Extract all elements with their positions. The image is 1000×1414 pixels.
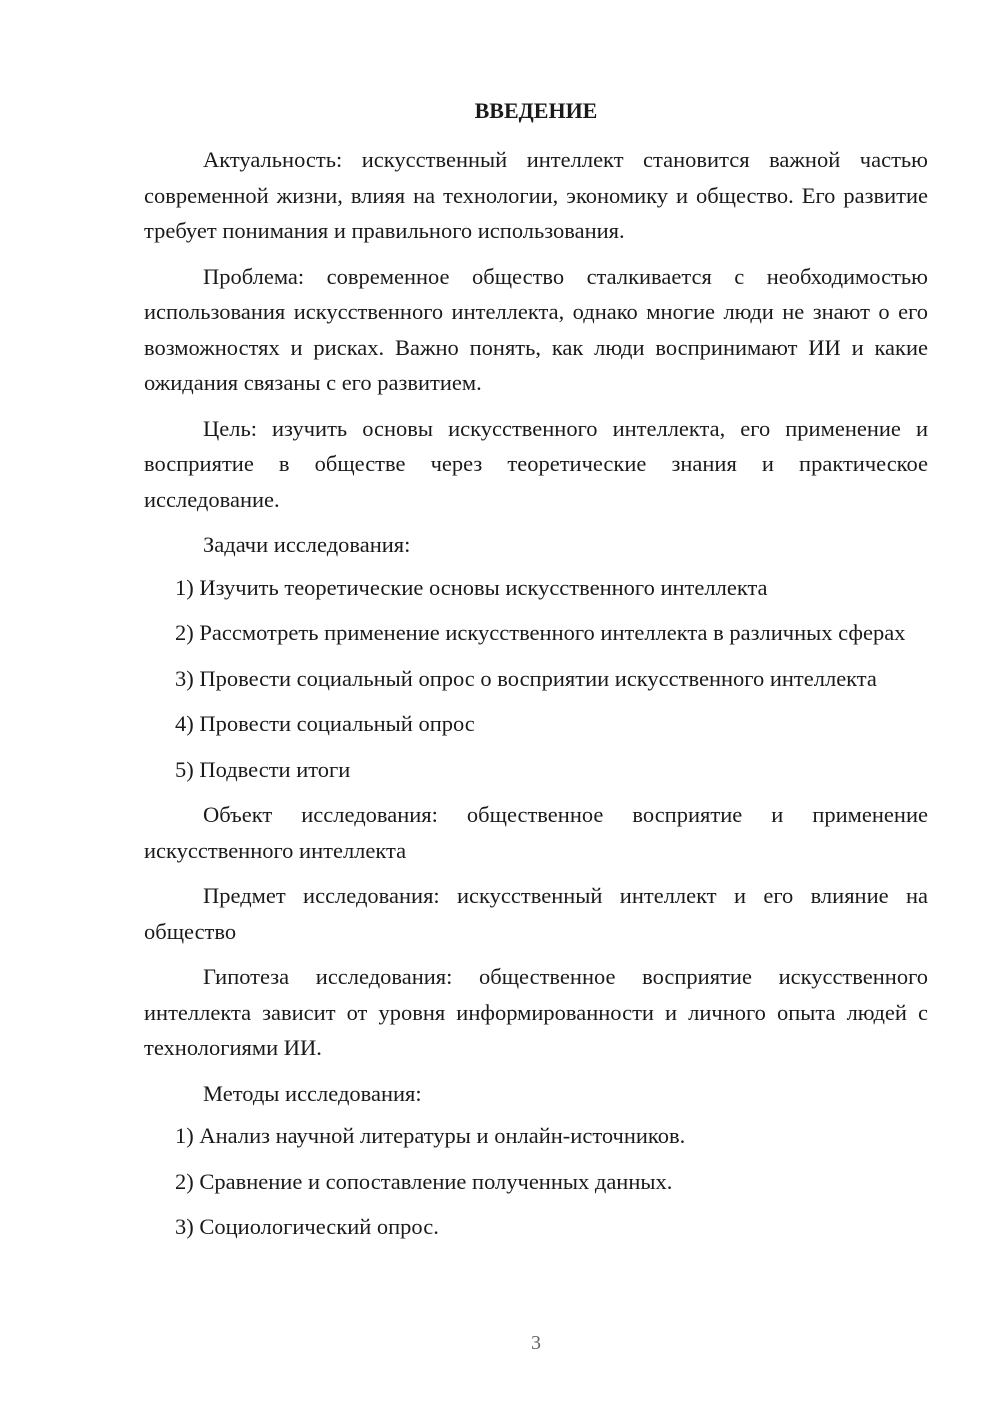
task-item: 2) Рассмотреть применение искусственного интеллекта в различных сферах bbox=[175, 620, 906, 645]
hypothesis-paragraph: Гипотеза исследования: общественное восприятие искусственного интеллекта зависит от уровня информированности и личного опыта людей с технологиями ИИ. bbox=[144, 964, 928, 1060]
problem-paragraph: Проблема: современное общество сталкивается с необходимостью использования искусственного интеллекта, однако многие люди не знают о его возможностях и рисках. Важно понять, как люди воспринимают ИИ и какие ожидания связаны с его развитием. bbox=[144, 263, 928, 395]
tasks-heading: Задачи исследования: bbox=[203, 532, 411, 557]
methods-heading: Методы исследования: bbox=[203, 1080, 422, 1106]
object-paragraph: Объект исследования: общественное восприятие и применение искусственного интеллекта bbox=[144, 802, 928, 863]
method-item: 2) Сравнение и сопоставление полученных данных. bbox=[175, 1168, 673, 1194]
task-item: 4) Провести социальный опрос bbox=[175, 711, 475, 736]
method-item: 1) Анализ научной литературы и онлайн-источников. bbox=[175, 1123, 686, 1148]
task-item: 3) Провести социальный опрос о восприятии искусственного интеллекта bbox=[175, 665, 877, 691]
goal-paragraph: Цель: изучить основы искусственного интеллекта, его применение и восприятие в обществе через теоретические знания и практическое исследование. bbox=[144, 415, 928, 512]
relevance-paragraph: Актуальность: искусственный интеллект становится важной частью современной жизни, влияя на технологии, экономику и общество. Его развитие требует понимания и правильного использования. bbox=[144, 147, 928, 243]
subject-paragraph: Предмет исследования: искусственный интеллект и его влияние на общество bbox=[144, 883, 928, 944]
task-item: 5) Подвести итоги bbox=[175, 756, 351, 782]
document-body bbox=[144, 142, 928, 1245]
page-number: 3 bbox=[531, 1332, 541, 1354]
task-item: 1) Изучить теоретические основы искусственного интеллекта bbox=[175, 574, 768, 600]
method-item: 3) Социологический опрос. bbox=[175, 1214, 439, 1239]
section-title: ВВЕДЕНИЕ bbox=[474, 98, 598, 123]
